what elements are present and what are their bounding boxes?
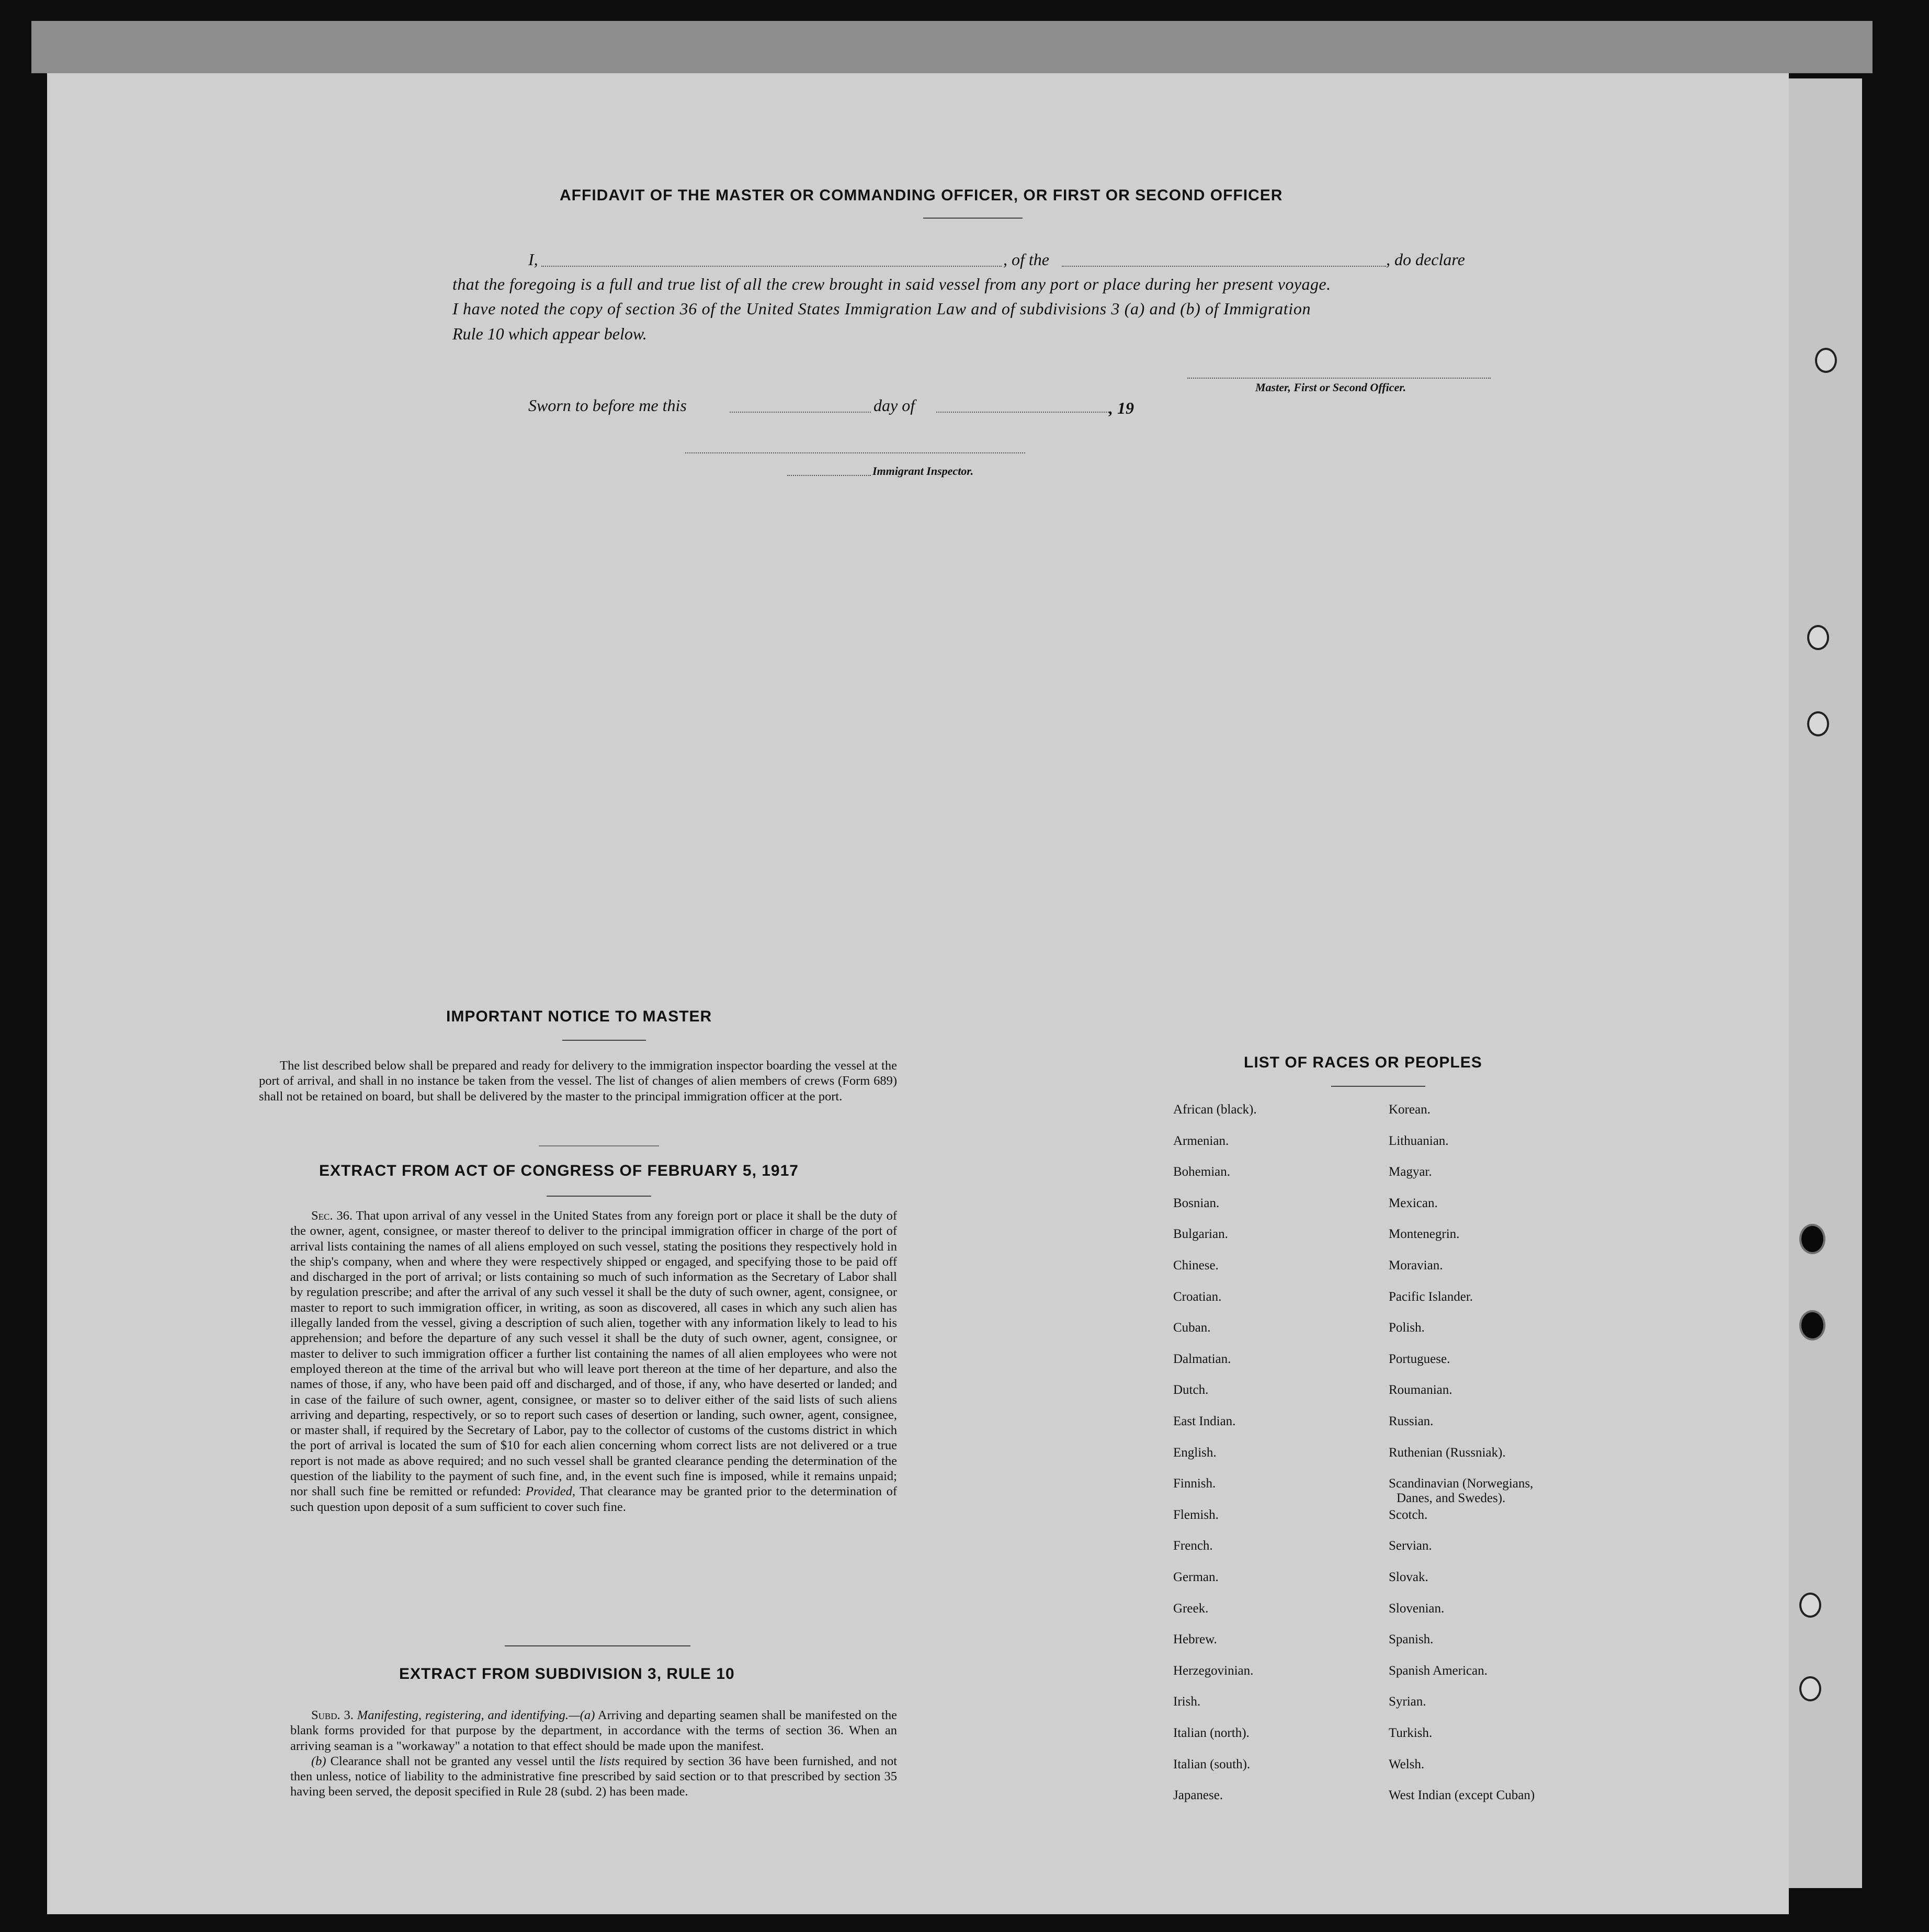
affidavit-i-label: I,: [528, 250, 538, 269]
race-item: Moravian.: [1389, 1258, 1443, 1272]
binder-ring: [1815, 348, 1837, 373]
race-item: Pacific Islander.: [1389, 1289, 1473, 1304]
affidavit-of-the-label: , of the: [1003, 250, 1049, 269]
month-line: [936, 412, 1109, 413]
affidavit-do-declare-label: , do declare: [1386, 250, 1465, 269]
race-item: Scotch.: [1389, 1507, 1428, 1522]
race-item: Danes, and Swedes).: [1397, 1491, 1506, 1506]
binder-ring: [1807, 711, 1829, 736]
race-item: Bulgarian.: [1173, 1227, 1228, 1242]
race-item: Italian (north).: [1173, 1726, 1250, 1740]
affidavit-line-2: that the foregoing is a full and true list of all the crew brought in said vessel from any port or place during her present voyage.: [452, 275, 1331, 293]
race-item: Cuban.: [1173, 1321, 1211, 1335]
notice-text: The list described below shall be prepared and ready for delivery to the immigration inspector boarding the vessel at the port of arrival, and shall in no instance be taken from the vessel. The list of changes of alien members of crews (Form 689) shall not be retained on board, but shall be delivered by the master to the principal immigration officer at the port.: [259, 1059, 897, 1104]
sworn-label: Sworn to before me this: [528, 396, 687, 415]
race-item: Turkish.: [1389, 1726, 1433, 1740]
signature-line: [1187, 378, 1491, 379]
name-line: [541, 266, 1002, 267]
inspector-caption-line: [787, 475, 871, 476]
race-item: Korean.: [1389, 1103, 1431, 1117]
binder-ring: [1799, 1676, 1821, 1701]
race-item: Mexican.: [1389, 1196, 1438, 1210]
inspector-caption: Immigrant Inspector.: [872, 464, 974, 478]
race-item: Flemish.: [1173, 1507, 1219, 1522]
affidavit-line-3: I have noted the copy of section 36 of the United States Immigration Law and of subdivisions 3 (a) and (b) of Immigration: [452, 299, 1311, 318]
binder-ring: [1799, 1593, 1821, 1618]
race-item: Chinese.: [1173, 1258, 1219, 1272]
race-item: Dalmatian.: [1173, 1351, 1231, 1366]
race-item: Armenian.: [1173, 1133, 1229, 1148]
race-item: Dutch.: [1173, 1383, 1209, 1397]
document-page: [47, 73, 1789, 1914]
race-item: Herzegovinian.: [1173, 1663, 1254, 1678]
vessel-line: [1062, 266, 1386, 267]
act-extract-heading: EXTRACT FROM ACT OF CONGRESS OF FEBRUARY 5, 1917: [319, 1162, 799, 1179]
binder-ring: [1807, 625, 1829, 650]
race-item: Spanish.: [1389, 1632, 1434, 1647]
divider: [505, 1645, 690, 1646]
divider: [562, 1040, 646, 1041]
divider: [1331, 1086, 1425, 1087]
race-item: Croatian.: [1173, 1289, 1222, 1304]
race-item: Magyar.: [1389, 1165, 1432, 1179]
race-item: Hebrew.: [1173, 1632, 1217, 1647]
race-item: Montenegrin.: [1389, 1227, 1460, 1242]
notice-heading: IMPORTANT NOTICE TO MASTER: [446, 1008, 712, 1025]
race-item: Italian (south).: [1173, 1757, 1251, 1771]
inspector-signature-line: [685, 452, 1025, 453]
year-label: , 19: [1109, 399, 1134, 417]
race-item: Slovak.: [1389, 1570, 1428, 1584]
divider: [547, 1196, 651, 1197]
race-item: Finnish.: [1173, 1476, 1216, 1491]
rule-extract-text: Subd. 3. Manifesting, registering, and identifying.—(a) Arriving and departing seamen shall be manifested on the blank forms provided for that purpose by the department, in accordance with the terms of section 36. When an arriving seaman is a "workaway" a notation to that effect should be made upon the manifest. (b) Clearance shall not be granted any vessel until the lists required by section 36 have been furnished, and not then unless, notice of liability to the administrative fine prescribed by said section or to that prescribed by section 35 having been served, the deposit specified in Rule 28 (subd. 2) has been made.: [290, 1708, 898, 1799]
race-item: Roumanian.: [1389, 1383, 1453, 1397]
race-item: French.: [1173, 1539, 1213, 1553]
divider: [539, 1145, 659, 1146]
race-item: African (black).: [1173, 1103, 1257, 1117]
race-item: Irish.: [1173, 1695, 1201, 1709]
signature-caption: Master, First or Second Officer.: [1255, 381, 1406, 394]
races-heading: LIST OF RACES OR PEOPLES: [1244, 1054, 1482, 1071]
race-item: Syrian.: [1389, 1695, 1426, 1709]
divider: [923, 218, 1023, 219]
race-item: Japanese.: [1173, 1788, 1223, 1803]
race-item: West Indian (except Cuban): [1389, 1788, 1535, 1803]
race-item: English.: [1173, 1445, 1217, 1460]
underlying-page-edge: [31, 21, 1873, 73]
race-item: Lithuanian.: [1389, 1133, 1449, 1148]
affidavit-heading: AFFIDAVIT OF THE MASTER OR COMMANDING OFFICER, OR FIRST OR SECOND OFFICER: [560, 187, 1283, 204]
race-item: Servian.: [1389, 1539, 1432, 1553]
race-item: Welsh.: [1389, 1757, 1425, 1771]
race-item: Slovenian.: [1389, 1601, 1445, 1616]
affidavit-line-4: Rule 10 which appear below.: [452, 324, 647, 343]
race-item: German.: [1173, 1570, 1219, 1584]
race-item: Bosnian.: [1173, 1196, 1220, 1210]
race-item: Ruthenian (Russniak).: [1389, 1445, 1506, 1460]
race-item: Scandinavian (Norwegians,: [1389, 1476, 1534, 1491]
section-label: Sec. 36.: [311, 1209, 353, 1223]
race-item: Greek.: [1173, 1601, 1209, 1616]
race-item: Spanish American.: [1389, 1663, 1488, 1678]
punch-hole: [1799, 1310, 1825, 1340]
punch-hole: [1799, 1224, 1825, 1254]
race-item: East Indian.: [1173, 1414, 1236, 1428]
race-item: Portuguese.: [1389, 1351, 1450, 1366]
rule-extract-heading: EXTRACT FROM SUBDIVISION 3, RULE 10: [399, 1665, 735, 1683]
race-item: Polish.: [1389, 1321, 1425, 1335]
race-item: Russian.: [1389, 1414, 1434, 1428]
day-of-label: day of: [873, 396, 915, 415]
act-extract-text: Sec. 36. That upon arrival of any vessel in the United States from any foreign port or place it shall be the duty of the owner, agent, consignee, or master thereof to deliver to the principal immigration officer in charge of the port of arrival lists containing the names of all aliens employed on such vessel, stating the positions they respectively hold in the ship's company, when and where they were respectively shipped or engaged, and specifying those to be paid off and discharged in the port of arrival; or lists containing so much of such information as the Secretary of Labor shall by regulation prescribe; and after the arrival of any such vessel it shall be the duty of such owner, agent, consignee, or master to report to such immigration officer, in writing, as soon as discovered, all cases in which any such alien has illegally landed from the vessel, giving a description of such alien, together with any information likely to lead to his apprehension; and before the departure of any such vessel it shall be the duty of such owner, agent, consignee, or master to deliver to such immigration officer a further list containing the names of all alien employees who were not employed thereon at the time of the arrival but who will leave port thereon at the time of her departure, and also the names of those, if any, who have been paid off and discharged, and of those, if any, who have deserted or landed; and in case of the failure of such owner, agent, consignee, or master so to deliver either of the said lists of such aliens arriving and departing, respectively, or so to report such cases of desertion or landing, such owner, agent, consignee, or master shall, if required by the Secretary of Labor, pay to the collector of customs of the customs district in which the port of arrival is located the sum of $10 for each alien concerning whom correct lists are not delivered or a true report is not made as above required; and no such vessel shall be granted clearance pending the determination of the question of the liability to the payment of such fine, and, in the event such fine is imposed, while it remains unpaid; nor shall such fine be remitted or refunded: Provided, That clearance may be granted prior to the determination of such question upon deposit of a sum sufficient to cover such fine.: [290, 1209, 897, 1514]
day-line: [730, 412, 871, 413]
race-item: Bohemian.: [1173, 1165, 1231, 1179]
